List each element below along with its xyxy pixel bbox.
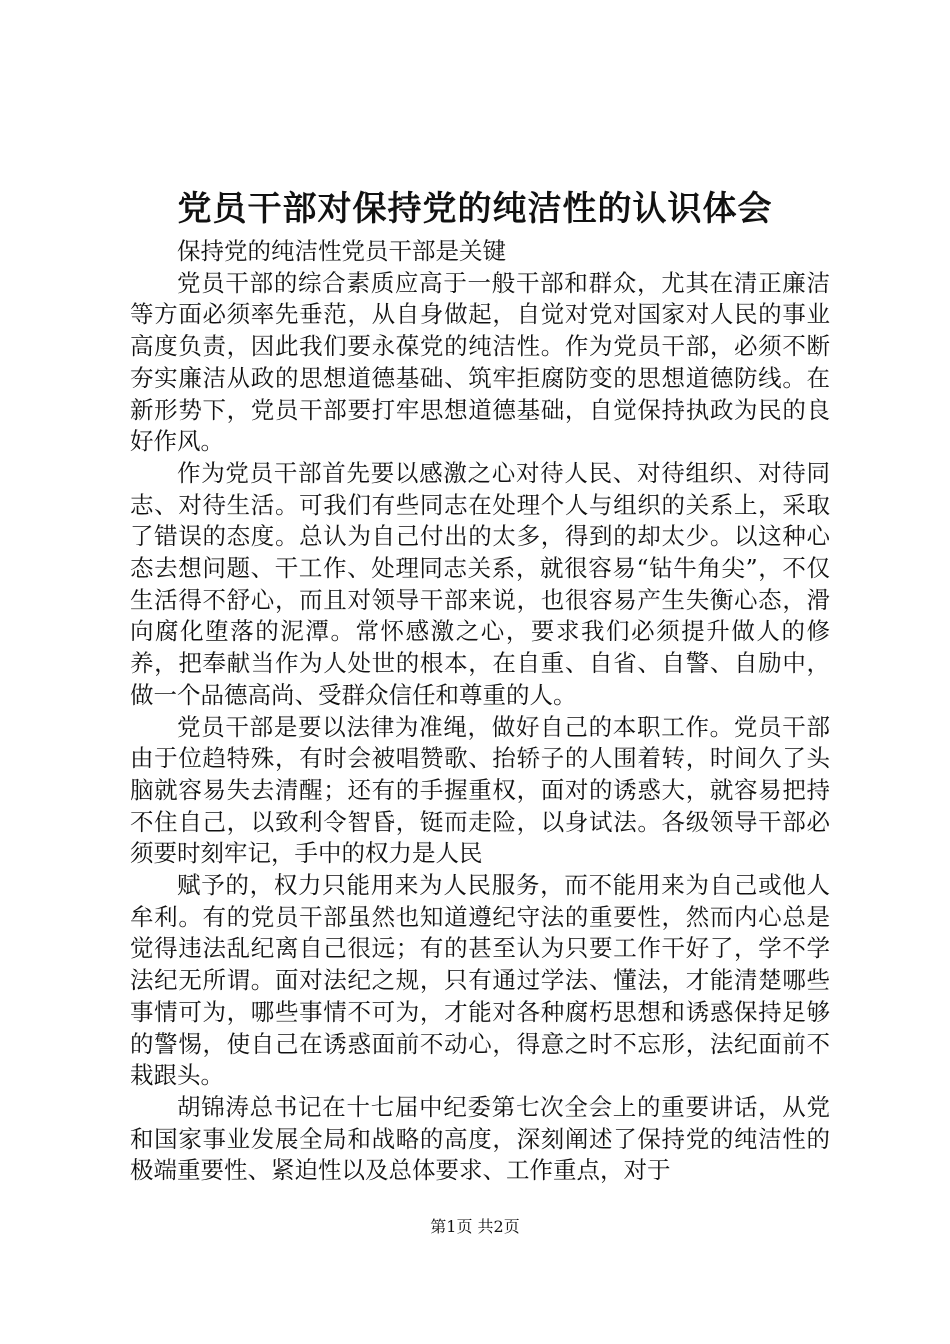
page-number: 第1页: [430, 1217, 473, 1236]
paragraph-3: 党员干部是要以法律为准绳，做好自己的本职工作。党员干部由于位趋特殊，有时会被唱赞歌、抬轿子的人围着转，时间久了头脑就容易失去清醒；还有的手握重权，面对的诱惑大，就容易把持不住自己，以致利令智昏，铤而走险，以身试法。各级领导干部必须要时刻牢记，手中的权力是人民: [130, 712, 830, 868]
page-total: 共2页: [477, 1217, 520, 1236]
paragraph-2: 作为党员干部首先要以感激之心对待人民、对待组织、对待同志、对待生活。可我们有些同志在处理个人与组织的关系上，采取了错误的态度。总认为自己付出的太多，得到的却太少。以这种心态去想问题、干工作、处理同志关系，就很容易“钻牛角尖”，不仅生活得不舒心，而且对领导干部来说，也很容易产生失衡心态，滑向腐化堕落的泥潭。常怀感激之心，要求我们必须提升做人的修养，把奉献当作为人处世的根本，在自重、自省、自警、自励中，做一个品德高尚、受群众信任和尊重的人。: [130, 458, 830, 709]
paragraph-4: 赋予的，权力只能用来为人民服务，而不能用来为自己或他人牟利。有的党员干部虽然也知道遵纪守法的重要性，然而内心总是觉得违法乱纪离自己很远；有的甚至认为只要工作干好了，学不学法纪无所谓。面对法纪之规，只有通过学法、懂法，才能清楚哪些事情可为，哪些事情不可为，才能对各种腐朽思想和诱惑保持足够的警惕，使自己在诱惑面前不动心，得意之时不忘形，法纪面前不栽跟头。: [130, 871, 830, 1090]
paragraph-1: 党员干部的综合素质应高于一般干部和群众，尤其在清正廉洁等方面必须率先垂范，从自身做起，自觉对党对国家对人民的事业高度负责，因此我们要永葆党的纯洁性。作为党员干部，必须不断夯实廉洁从政的思想道德基础、筑牢拒腐防变的思想道德防线。在新形势下，党员干部要打牢思想道德基础，自觉保持执政为民的良好作风。: [130, 268, 830, 456]
paragraph-5: 胡锦涛总书记在十七届中纪委第七次全会上的重要讲话，从党和国家事业发展全局和战略的高度，深刻阐述了保持党的纯洁性的极端重要性、紧迫性以及总体要求、工作重点，对于: [130, 1092, 830, 1185]
subheading: 保持党的纯洁性党员干部是关键: [177, 237, 506, 265]
document-body: [130, 236, 830, 1187]
page-footer: [0, 1216, 950, 1238]
document-title: 党员干部对保持党的纯洁性的认识体会: [177, 189, 773, 229]
